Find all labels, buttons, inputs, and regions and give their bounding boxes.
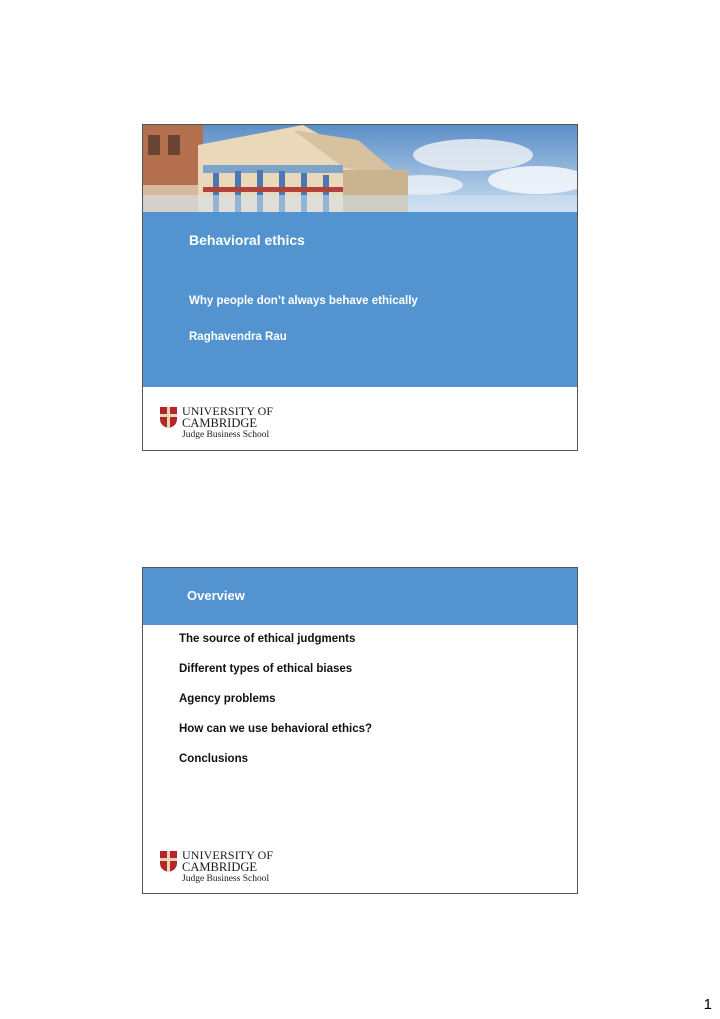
list-item: Different types of ethical biases: [179, 663, 353, 675]
title-slide: [142, 124, 578, 451]
slide-title: Overview: [187, 588, 245, 603]
page-number: 1: [703, 996, 712, 1013]
logo-line-3: Judge Business School: [182, 430, 270, 440]
building-photo: [143, 125, 577, 212]
logo-line-2: CAMBRIDGE: [182, 416, 258, 430]
slide-subtitle: Why people don’t always behave ethically: [189, 295, 418, 307]
overview-list: [179, 632, 372, 782]
cambridge-shield-icon: [160, 851, 177, 872]
logo-line-2: CAMBRIDGE: [182, 860, 258, 874]
cambridge-shield-icon: [160, 407, 177, 428]
slide-title: Behavioral ethics: [189, 232, 305, 248]
logo-line-1: UNIVERSITY OF: [182, 404, 274, 418]
cambridge-logo: [160, 848, 280, 888]
list-item: Conclusions: [179, 753, 249, 765]
list-item: Agency problems: [179, 693, 276, 705]
logo-line-1: UNIVERSITY OF: [182, 848, 274, 862]
author-name: Raghavendra Rau: [189, 331, 287, 343]
overview-slide: [142, 567, 578, 894]
list-item: How can we use behavioral ethics?: [179, 723, 373, 735]
logo-line-3: Judge Business School: [182, 874, 270, 884]
list-item: The source of ethical judgments: [179, 633, 356, 645]
cambridge-logo: [160, 404, 280, 444]
